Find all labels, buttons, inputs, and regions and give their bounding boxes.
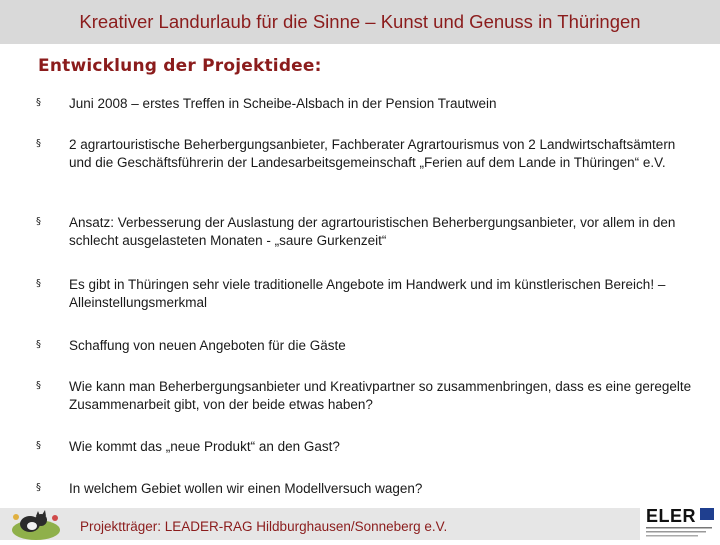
eler-fineprint-graphic — [640, 506, 720, 540]
bullet-icon: § — [36, 97, 41, 108]
bullet-text: Schaffung von neuen Angeboten für die Gäste — [69, 338, 346, 353]
bullet-icon: § — [36, 380, 41, 391]
bullet-text: In welchem Gebiet wollen wir einen Modellversuch wagen? — [69, 481, 423, 496]
list-item — [36, 95, 696, 113]
cat-logo-icon — [8, 508, 64, 540]
list-item — [36, 214, 696, 250]
list-item — [36, 136, 696, 172]
bullet-icon: § — [36, 278, 41, 289]
bullet-icon: § — [36, 339, 41, 350]
section-heading: Entwicklung der Projektidee: — [38, 56, 322, 76]
bullet-text: Juni 2008 – erstes Treffen in Scheibe-Alsbach in der Pension Trautwein — [69, 96, 497, 111]
footer-sponsor-text: Projektträger: LEADER-RAG Hildburghausen/Sonneberg e.V. — [80, 519, 448, 534]
bullet-icon: § — [36, 482, 41, 493]
list-item — [36, 438, 696, 456]
bullet-text: 2 agrartouristische Beherbergungsanbieter, Fachberater Agrartourismus von 2 Landwirtschaftsämtern und die Geschäftsführerin der Landesarbeitsgemeinschaft „Ferien auf dem Lande in Thüringen“ e.V. — [69, 137, 676, 170]
cat-logo-graphic — [8, 508, 64, 540]
list-item — [36, 337, 696, 355]
title-bar — [0, 0, 720, 44]
list-item — [36, 276, 696, 312]
bullet-text: Wie kann man Beherbergungsanbieter und Kreativpartner so zusammenbringen, dass es eine geregelte Zusammenarbeit gibt, von der beide etwas haben? — [69, 379, 692, 412]
list-item — [36, 480, 696, 498]
bullet-icon: § — [36, 440, 41, 451]
bullet-icon: § — [36, 216, 41, 227]
bullet-text: Wie kommt das „neue Produkt“ an den Gast? — [69, 439, 340, 454]
slide-title: Kreativer Landurlaub für die Sinne – Kunst und Genuss in Thüringen — [79, 11, 641, 32]
eler-logo-text: ELER — [646, 506, 697, 526]
bullet-icon: § — [36, 138, 41, 149]
list-item — [36, 378, 696, 414]
bullet-text: Es gibt in Thüringen sehr viele traditionelle Angebote im Handwerk und im künstlerischen Bereich! – Alleinstellungsmerkmal — [69, 277, 666, 310]
eler-logo-icon — [640, 506, 720, 540]
bullet-text: Ansatz: Verbesserung der Auslastung der agrartouristischen Beherbergungsanbieter, vor allem in den schlecht ausgelasteten Monaten - „saure Gurkenzeit“ — [69, 215, 676, 248]
